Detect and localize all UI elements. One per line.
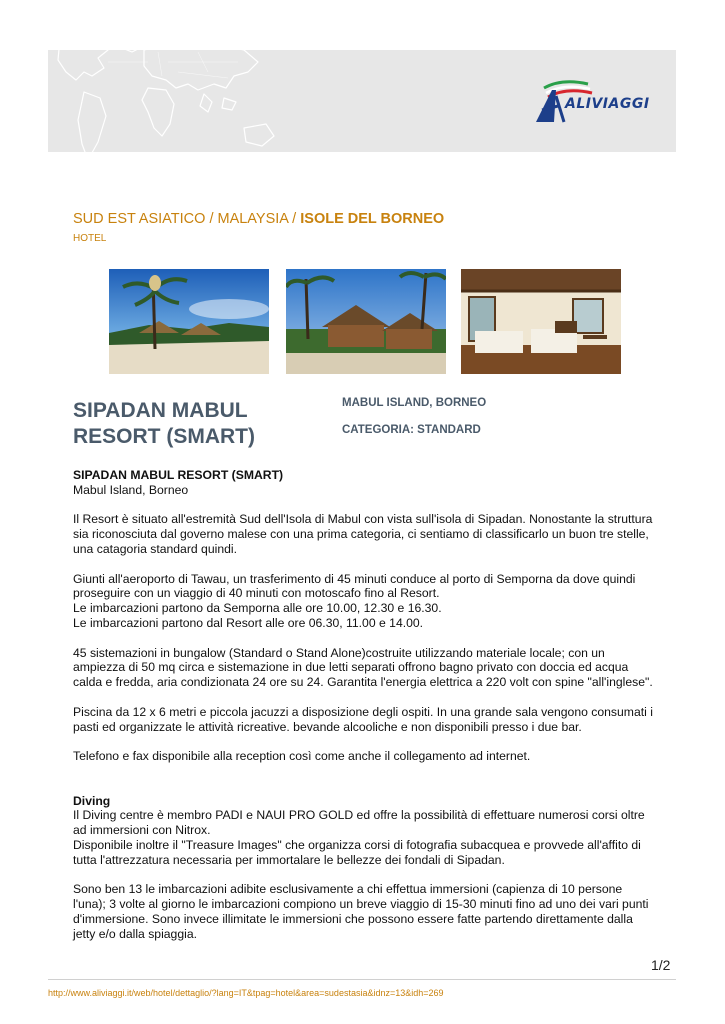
description-heading: SIPADAN MABUL RESORT (SMART) — [73, 468, 284, 482]
world-map-graphic — [48, 32, 298, 192]
footer-divider — [48, 979, 676, 980]
hotel-category: CATEGORIA: STANDARD — [342, 424, 481, 436]
diving-heading: Diving — [73, 793, 111, 808]
hotel-location: MABUL ISLAND, BORNEO — [342, 397, 487, 409]
logo-wordmark: ALIVIAGGI — [565, 96, 650, 112]
breadcrumb-current: ISOLE DEL BORNEO — [300, 211, 445, 227]
page-number: 1/2 — [651, 957, 671, 973]
description-paragraph: Piscina da 12 x 6 metri e piccola jacuzzi a disposizione degli ospiti. In una grande sala vengono consumati i pasti ed organizzate le attività ricreative. bevande alcooliche e non disponibili presso i due bar. — [73, 704, 653, 734]
room-interior-photo — [461, 269, 621, 374]
category-label: HOTEL — [73, 233, 107, 244]
description-paragraph: Telefono e fax disponibile alla reception così come anche il collegamento ad internet. — [73, 749, 531, 764]
description-paragraph: Il Resort è situato all'estremità Sud dell'Isola di Mabul con vista sull'isola di Sipadan. Nonostante la struttura sia riconosciuta dal governo malese con una prima categoria, ci sentiamo di classificarlo un buon tre stelle, una catagoria standard quindi. — [73, 512, 653, 556]
beach-palms-photo — [109, 269, 269, 374]
footer-url-link[interactable]: http://www.aliviaggi.it/web/hotel/dettaglio/?lang=IT&tpag=hotel&area=sudestasia&idnz=13&idh=269 — [48, 988, 444, 998]
breadcrumb-path: SUD EST ASIATICO / MALAYSIA / — [73, 211, 301, 227]
diving-paragraph: Il Diving centre è membro PADI e NAUI PRO GOLD ed offre la possibilità di effettuare numerosi corsi oltre ad immersioni con Nitrox. Disponibile inoltre il "Treasure Images" che organizza corsi di fotografia subacquea e provvede all'affito di tutta l'attrezzatura necessaria per immortalare le bellezze dei fondali di Sipadan. — [73, 808, 645, 867]
description-paragraph: 45 sistemazioni in bungalow (Standard o Stand Alone)costruite utilizzando materiale locale; con un ampiezza di 50 mq circa e sistemazione in due letti separati offrono bagno privato con doccia ed acqua calda e fredda, aria condizionata 24 ore su 24. Garantita l'energia elettrica a 220 volt con spine "all'inglese". — [73, 645, 653, 690]
description-paragraph: Giunti all'aeroporto di Tawau, un trasferimento di 45 minuti conduce al porto di Semporna da dove quindi proseguire con un viaggio di 40 minuti con motoscafo fino al Resort. Le imbarcazioni partono da Semporna alle ore 10.00, 12.30 e 16.30. Le imbarcazioni partono dal Resort alle ore 06.30, 11.00 e 14.00. — [73, 571, 636, 630]
breadcrumb — [73, 211, 444, 227]
bungalows-photo — [286, 269, 446, 374]
hotel-title: SIPADAN MABUL RESORT (SMART) — [73, 399, 255, 448]
hotel-description — [73, 468, 658, 956]
diving-paragraph: Sono ben 13 le imbarcazioni adibite esclusivamente a chi effettua immersioni (capienza di 10 persone l'una); 3 volte al giorno le imbarcazioni compiono un breve viaggio di 15-30 minuti fino ad uno dei vari punti d'immersione. Sono invece illimitate le immersioni che possono essere fatte partendo direttamente dalla jetty e/o dalla spiaggia. — [73, 882, 649, 941]
description-subheading: Mabul Island, Borneo — [73, 482, 189, 497]
